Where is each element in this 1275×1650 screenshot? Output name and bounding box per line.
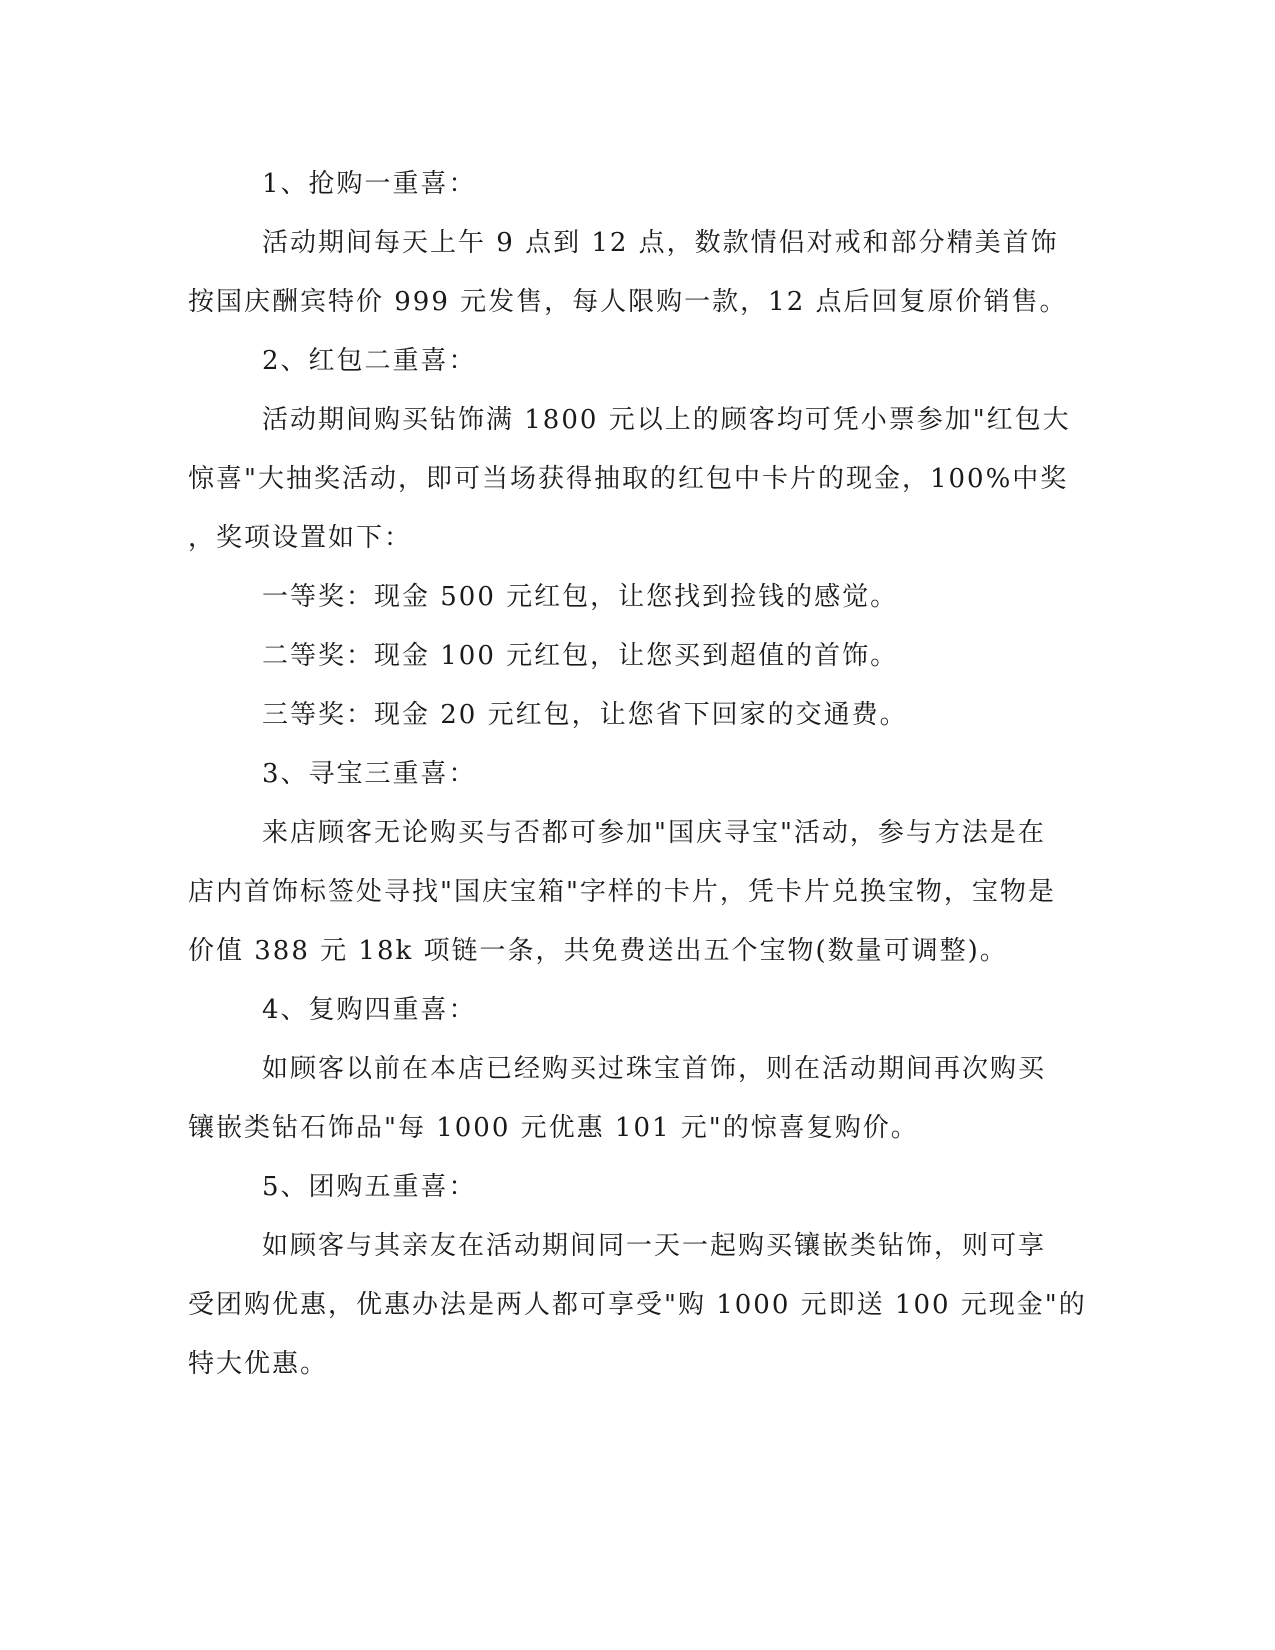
paragraph-line: 惊喜"大抽奖活动，即可当场获得抽取的红包中卡片的现金，100%中奖 — [188, 464, 1069, 494]
paragraph-line: 店内首饰标签处寻找"国庆宝箱"字样的卡片，凭卡片兑换宝物，宝物是 — [188, 877, 1056, 907]
paragraph-line: 价值 388 元 18k 项链一条，共免费送出五个宝物(数量可调整)。 — [188, 936, 1008, 966]
heading-4: 4、复购四重喜： — [262, 995, 477, 1025]
paragraph-line: 特大优惠。 — [188, 1349, 329, 1379]
heading-1: 1、抢购一重喜： — [262, 169, 477, 199]
paragraph-line: 受团购优惠，优惠办法是两人都可享受"购 1000 元即送 100 元现金"的 — [188, 1290, 1087, 1320]
prize-third: 三等奖：现金 20 元红包，让您省下回家的交通费。 — [262, 700, 908, 730]
paragraph-line: 来店顾客无论购买与否都可参加"国庆寻宝"活动，参与方法是在 — [262, 818, 1046, 848]
paragraph-line: 活动期间每天上午 9 点到 12 点，数款情侣对戒和部分精美首饰 — [262, 228, 1059, 258]
heading-3: 3、寻宝三重喜： — [262, 759, 477, 789]
paragraph-line: 如顾客与其亲友在活动期间同一天一起购买镶嵌类钻饰，则可享 — [262, 1231, 1047, 1261]
heading-2: 2、红包二重喜： — [262, 346, 477, 376]
paragraph-line: 活动期间购买钻饰满 1800 元以上的顾客均可凭小票参加"红包大 — [262, 405, 1071, 435]
paragraph-line: 镶嵌类钻石饰品"每 1000 元优惠 101 元"的惊喜复购价。 — [188, 1113, 919, 1143]
paragraph-line: 如顾客以前在本店已经购买过珠宝首饰，则在活动期间再次购买 — [262, 1054, 1047, 1084]
paragraph-line: ，奖项设置如下： — [188, 523, 413, 553]
prize-first: 一等奖：现金 500 元红包，让您找到捡钱的感觉。 — [262, 582, 899, 612]
heading-5: 5、团购五重喜： — [262, 1172, 477, 1202]
prize-second: 二等奖：现金 100 元红包，让您买到超值的首饰。 — [262, 641, 899, 671]
paragraph-line: 按国庆酬宾特价 999 元发售，每人限购一款，12 点后回复原价销售。 — [188, 287, 1068, 317]
